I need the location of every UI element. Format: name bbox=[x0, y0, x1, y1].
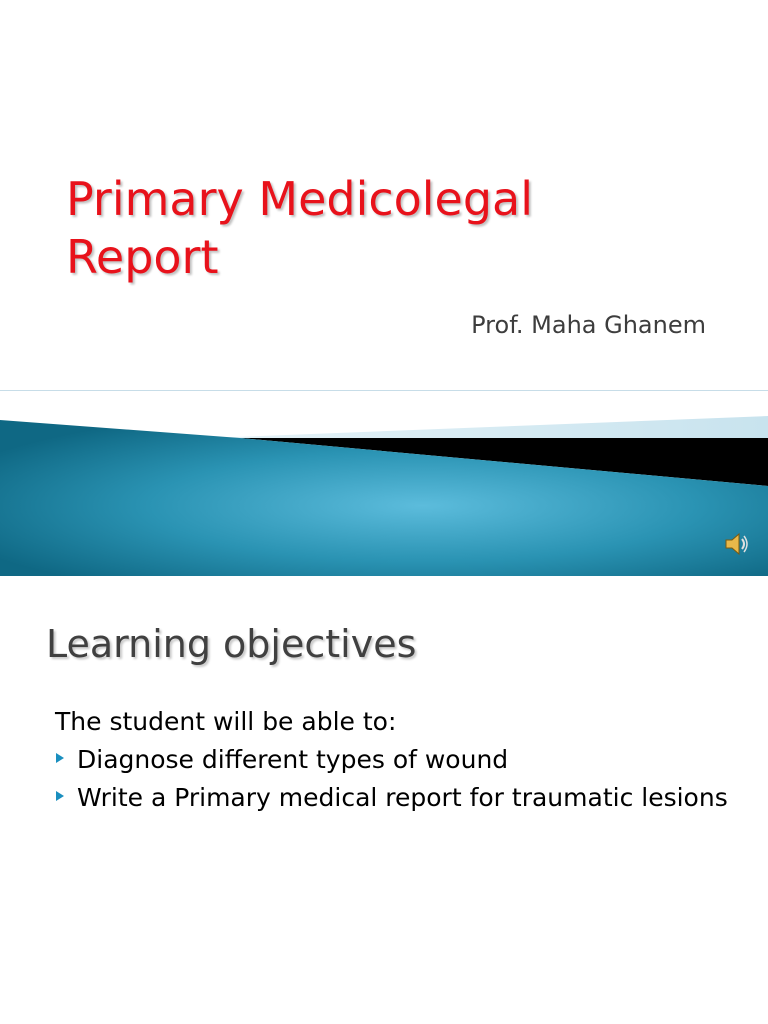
objective-item bbox=[54, 781, 744, 815]
bullet-arrow-icon bbox=[56, 753, 64, 763]
objective-item bbox=[54, 743, 744, 777]
divider-line bbox=[0, 390, 768, 391]
slide-title: Primary Medicolegal Report bbox=[66, 172, 534, 284]
banner-light-band bbox=[210, 416, 768, 438]
objectives-slide bbox=[0, 576, 768, 1024]
objectives-list bbox=[54, 743, 744, 819]
bullet-arrow-icon bbox=[56, 791, 64, 801]
author-name: Prof. Maha Ghanem bbox=[471, 311, 706, 339]
objectives-heading: Learning objectives bbox=[46, 622, 417, 666]
objectives-intro: The student will be able to: bbox=[55, 707, 397, 736]
objective-text: Diagnose different types of wound bbox=[77, 745, 509, 774]
decorative-banner bbox=[0, 414, 768, 576]
speaker-icon[interactable] bbox=[722, 530, 750, 558]
objective-text: Write a Primary medical report for traumatic lesions bbox=[77, 783, 728, 812]
